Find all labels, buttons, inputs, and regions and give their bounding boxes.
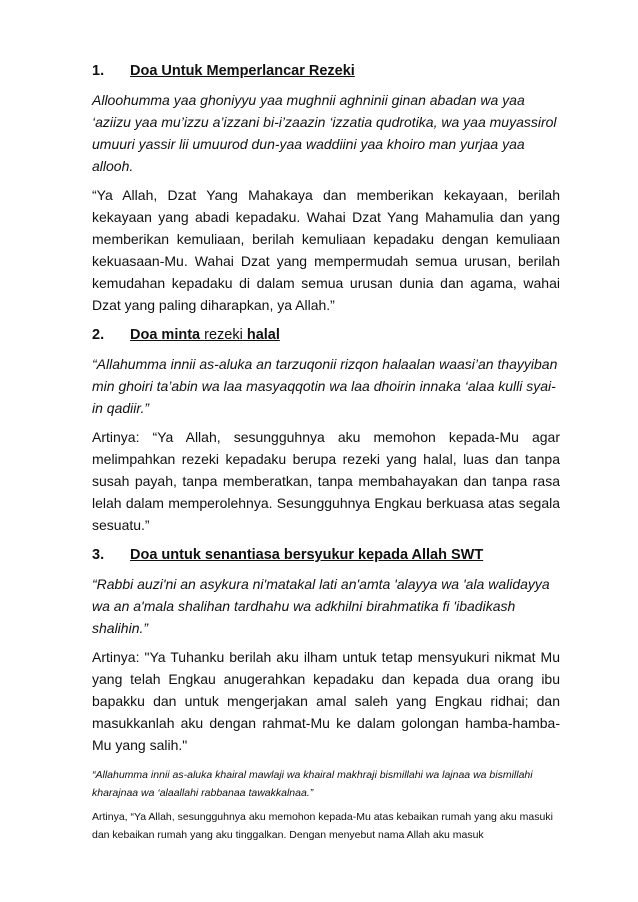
section-3-translation: Artinya: "Ya Tuhanku berilah aku ilham untuk tetap mensyukuri nikmat Mu yang telah Engkau anugerahkan kepadaku dan kepada dua orang ibu bapakku dan untuk mengerjakan amal saleh yang Engkau ridhai; dan masukkanlah aku dengan rahmat-Mu ke dalam golongan hamba-hamba-Mu yang salih." (92, 649, 560, 753)
section-2-heading (92, 326, 560, 344)
section-2-title-part2: rezeki (204, 327, 243, 343)
section-3-number: 3. (92, 547, 105, 563)
section-3-heading (92, 546, 560, 564)
section-1-number: 1. (92, 63, 105, 79)
section-1-latin-text: Alloohumma yaa ghoniyyu yaa mughnii aghninii ginan abadan wa yaa ‘aziizu yaa mu’izzu a’izzani bi-i’zaazin ‘izzatia qudrotika, wa yaa muyassirol umuuri yassir lii umuurod dun-yaa waddiini yaa khoiro man yurjaa yaa allooh. (92, 92, 557, 174)
section-2-title-part3: halal (242, 327, 280, 343)
section-3-latin-text: “Rabbi auzi'ni an asykura ni'matakal lati an'amta 'alayya wa 'ala walidayya wa an a'mala shalihan tardhahu wa adkhilni birahmatika fi 'ibadikash shalihin.” (92, 576, 550, 636)
section-2-translation: Artinya: “Ya Allah, sesungguhnya aku memohon kepada-Mu agar melimpahkan rezeki kepadaku berupa rezeki yang halal, luas dan tanpa susah payah, tanpa memberatkan, tanpa membahayakan dan tanpa rasa lelah dalam memperolehnya. Sesungguhnya Engkau berkuasa atas segala sesuatu.” (92, 429, 560, 533)
extra-translation: Artinya, “Ya Allah, sesungguhnya aku memohon kepada-Mu atas kebaikan rumah yang aku masuki dan kebaikan rumah yang aku tinggalkan. Dengan menyebut nama Allah aku masuk (92, 811, 553, 841)
document-page (92, 62, 560, 844)
extra-latin-text: “Allahumma innii as-aluka khairal mawlaji wa khairal makhraji bismillahi wa lajnaa wa bismillahi kharajnaa wa ‘alaallahi rabbanaa tawakkalnaa.” (92, 769, 533, 799)
section-2-title-part1: Doa minta (130, 327, 205, 343)
section-1-title: Doa Untuk Memperlancar Rezeki (130, 63, 355, 79)
section-2-title (130, 326, 280, 344)
section-1-heading (92, 62, 560, 80)
section-2-latin-text: “Allahumma innii as-aluka an tarzuqonii rizqon halaalan waasi’an thayyiban min ghoiri ta’abin wa laa masyaqqotin wa laa dhoirin innaka ‘alaa kulli syai-in qadiir.” (92, 356, 558, 416)
section-2-number: 2. (92, 327, 105, 343)
section-1-translation: “Ya Allah, Dzat Yang Mahakaya dan memberikan kekayaan, berilah kekayaan yang abadi kepadaku. Wahai Dzat Yang Mahamulia dan yang memberikan kemuliaan, berilah kemuliaan kepadaku dengan kemuliaan kekuasaan-Mu. Wahai Dzat yang mempermudah semua urusan, berilah kemudahan kepadaku di dalam semua urusan dunia dan agama, wahai Dzat yang paling diharapkan, ya Allah.” (92, 187, 560, 313)
section-3-title: Doa untuk senantiasa bersyukur kepada Allah SWT (130, 547, 484, 563)
